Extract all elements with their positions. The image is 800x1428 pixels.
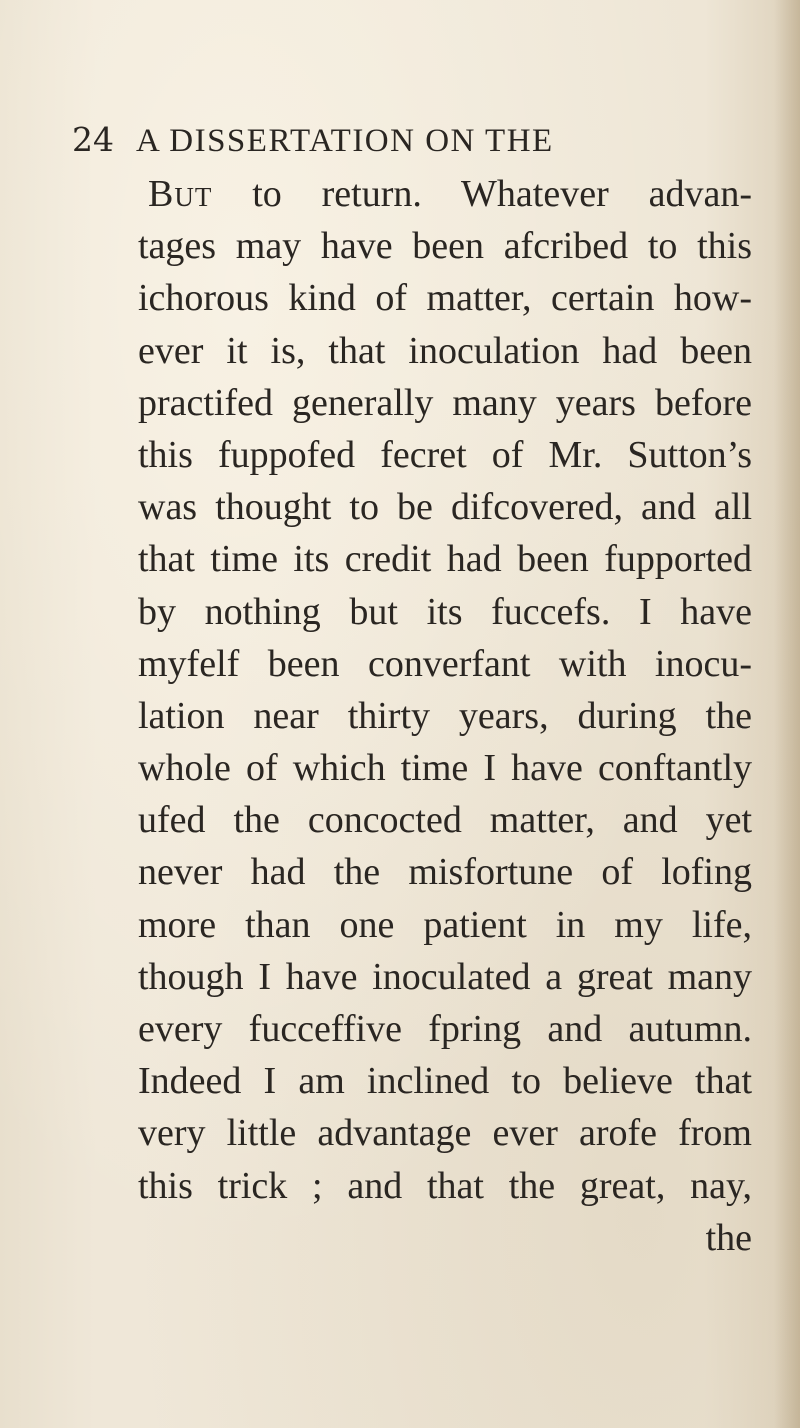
text-line: never had the misfortune of lofing	[138, 851, 752, 894]
text-line: by nothing but its fuccefs. I have	[138, 590, 752, 633]
running-head-title: A DISSERTATION ON THE	[136, 123, 554, 159]
text-line: lation near thirty years, during the	[138, 694, 752, 737]
running-head	[72, 120, 752, 170]
text-line: this trick ; and that the great, nay,	[138, 1164, 752, 1207]
page-edge-shadow	[774, 0, 800, 1428]
text-line: this fuppofed fecret of Mr. Sutton’s	[138, 433, 752, 476]
text-line: that time its credit had been fupported	[138, 538, 752, 581]
catchword: the	[705, 1216, 752, 1259]
text-line: very little advantage ever arofe from	[138, 1112, 752, 1155]
body-text	[138, 168, 752, 1264]
text-line: tages may have been afcribed to this	[138, 225, 752, 268]
text-line: whole of which time I have conftantly	[138, 747, 752, 790]
text-line: was thought to be difcovered, and all	[138, 486, 752, 529]
text-line	[138, 168, 752, 220]
page-number: 24	[72, 120, 114, 159]
text-line: every fucceffive fpring and autumn.	[138, 1008, 752, 1050]
text-line: Indeed I am inclined to believe that	[138, 1060, 752, 1103]
text-line: more than one patient in my life,	[138, 903, 752, 946]
text-line-rest: to return. Whatever advan-	[212, 173, 752, 215]
opening-word: But	[148, 173, 213, 215]
text-line: ever it is, that inoculation had been	[138, 329, 752, 372]
text-line: myfelf been converfant with inocu-	[138, 642, 752, 685]
text-line: ichorous kind of matter, certain how-	[138, 277, 752, 320]
text-line: practifed generally many years before	[138, 381, 752, 424]
text-line: though I have inoculated a great many	[138, 955, 752, 998]
text-line: ufed the concocted matter, and yet	[138, 799, 752, 842]
